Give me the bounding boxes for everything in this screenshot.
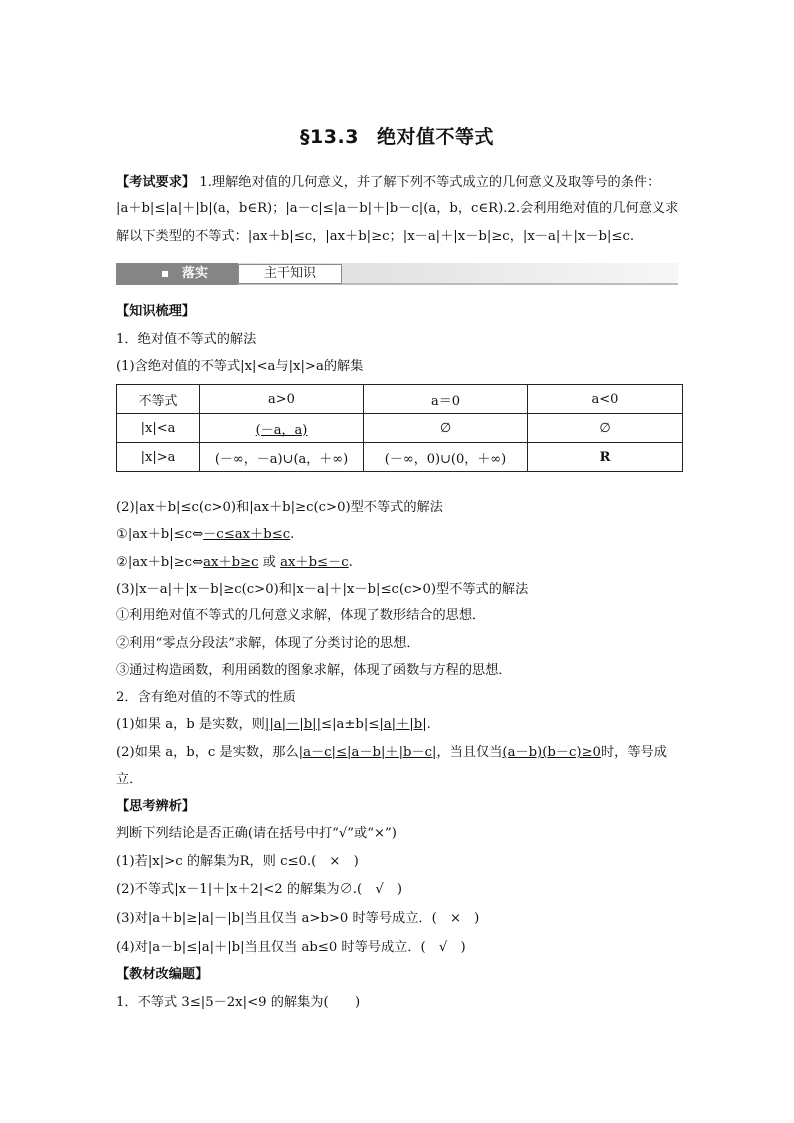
- knowledge-item-1-sub: (1)含绝对值的不等式|x|<a与|x|>a的解集: [116, 359, 364, 374]
- table-cell: ∅: [364, 414, 528, 443]
- thinking-question-4: (4)对|a－b|≤|a|＋|b|当且仅当 ab≤0 时等号成立．( √ ): [116, 940, 466, 955]
- section-banner: [116, 263, 678, 285]
- page-title: [0, 122, 794, 149]
- knowledge-item-2: 2．含有绝对值的不等式的性质: [116, 690, 296, 705]
- thinking-heading: 【思考辨析】: [116, 799, 196, 814]
- solution-set-table: [116, 384, 683, 472]
- table-header-row: [117, 385, 683, 414]
- table-header-cell: a＝0: [364, 385, 528, 414]
- method-2: ②利用“零点分段法”求解，体现了分类讨论的思想．: [116, 636, 420, 651]
- thinking-intro: 判断下列结论是否正确(请在括号中打“√”或“×”): [116, 826, 397, 841]
- knowledge-heading: 【知识梳理】: [116, 304, 196, 319]
- table-header-cell: a>0: [200, 385, 364, 414]
- method-1: ①利用绝对值不等式的几何意义求解，体现了数形结合的思想．: [116, 608, 486, 623]
- property-2: (2)如果 a，b，c 是实数，那么|a－c|≤|a－b|＋|b－c|，当且仅当(a－b)(b－c)≥0时，等号成: [116, 745, 667, 760]
- table-row: [117, 414, 683, 443]
- banner-label-light: 主干知识: [238, 264, 342, 284]
- section-number: §13.3: [300, 126, 359, 148]
- solution-case-2: ②|ax＋b|≥c⇔ax＋b≥c 或 ax＋b≤－c.: [116, 555, 353, 570]
- solution-sub-3: (3)|x－a|＋|x－b|≥c(c>0)和|x－a|＋|x－b|≤c(c>0)型不等式的解法: [116, 582, 529, 597]
- thinking-question-2: (2)不等式|x－1|＋|x＋2|<2 的解集为∅.( √ ): [116, 882, 403, 897]
- banner-label-dark: 落实: [116, 263, 238, 285]
- table-cell: R: [528, 443, 683, 472]
- table-cell: ∅: [528, 414, 683, 443]
- table-cell: |x|>a: [117, 443, 200, 472]
- square-bullet-icon: [162, 271, 168, 277]
- property-2-continued: 立．: [116, 772, 143, 787]
- property-1: (1)如果 a，b 是实数，则||a|－|b||≤|a±b|≤|a|＋|b|.: [116, 717, 431, 732]
- table-header-cell: a<0: [528, 385, 683, 414]
- requirements-line-3: 解以下类型的不等式：|ax＋b|≤c，|ax＋b|≥c；|x－a|＋|x－b|≥c，|x－a|＋|x－b|≤c.: [116, 229, 635, 244]
- requirements-line-2: |a＋b|≤|a|＋|b|(a，b∈R)；|a－c|≤|a－b|＋|b－c|(a，b，c∈R).2.会利用绝对值的几何意义求: [116, 201, 679, 216]
- thinking-question-1: (1)若|x|>c 的解集为R，则 c≤0.( × ): [116, 854, 359, 869]
- table-cell: (－∞，0)∪(0，＋∞): [364, 443, 528, 472]
- table-cell: (－a，a): [200, 414, 364, 443]
- requirements-label: 【考试要求】: [116, 175, 196, 190]
- textbook-question-1: 1．不等式 3≤|5－2x|<9 的解集为( ): [116, 995, 361, 1010]
- textbook-heading: 【教材改编题】: [116, 967, 209, 982]
- knowledge-item-1: 1．绝对值不等式的解法: [116, 332, 257, 347]
- requirements-line-1: 【考试要求】 1.理解绝对值的几何意义，并了解下列不等式成立的几何意义及取等号的条件：: [116, 175, 661, 190]
- table-cell: |x|<a: [117, 414, 200, 443]
- method-3: ③通过构造函数，利用函数的图象求解，体现了函数与方程的思想．: [116, 663, 512, 678]
- section-title: 绝对值不等式: [376, 126, 494, 148]
- table-header-cell: 不等式: [117, 385, 200, 414]
- solution-case-1: ①|ax＋b|≤c⇔－c≤ax＋b≤c.: [116, 527, 295, 542]
- thinking-question-3: (3)对|a＋b|≥|a|－|b|当且仅当 a>b>0 时等号成立．( × ): [116, 911, 480, 926]
- solution-sub-2: (2)|ax＋b|≤c(c>0)和|ax＋b|≥c(c>0)型不等式的解法: [116, 500, 443, 515]
- table-cell: (－∞，－a)∪(a，＋∞): [200, 443, 364, 472]
- table-row: [117, 443, 683, 472]
